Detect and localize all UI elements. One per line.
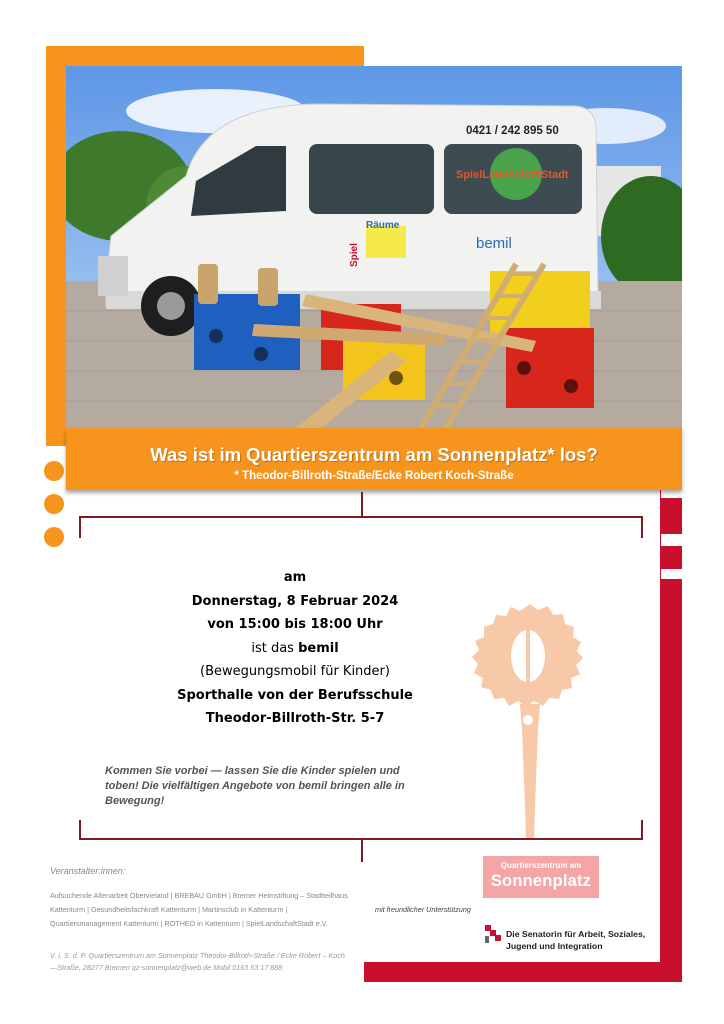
senator-icon bbox=[484, 924, 502, 944]
bracket-tick bbox=[641, 516, 643, 538]
event-address: Theodor-Billroth-Str. 5-7 bbox=[205, 711, 385, 726]
bracket-stem-top bbox=[361, 492, 363, 516]
event-location: Sporthalle von der Berufsschule bbox=[177, 687, 413, 703]
red-square bbox=[661, 512, 682, 533]
organizers-list: Aufsuchende Altenarbeit Obervieland | BREBAU GmbH | Bremer Heimstiftung – Stadtteilhaus Kattenturm | Gesundheitsfachkraft Kattenturm | Martinsclub in Kattenturm | Quartiersmanagement Kattenturm | ROTHEO in Kattenturm | SpielLandschaftStadt e.V. bbox=[50, 891, 348, 928]
headline-banner bbox=[66, 428, 682, 490]
van-illustration bbox=[66, 66, 682, 428]
senator-logo-text bbox=[506, 928, 666, 952]
imprint-text: V. i. S. d. P. Quartierszentrum am Sonnenplatz Theodor-Billroth-Straße / Ecke Robert – Koch—Straße, 28277 Bremen qz-sonnenplatz@web.de Mobil 0163 53 17 888 bbox=[50, 951, 345, 972]
event-am: am bbox=[283, 570, 307, 585]
bemil-van-photo bbox=[66, 66, 682, 428]
frame-gap bbox=[661, 490, 682, 498]
qz-logo-line1: Quartierszentrum am bbox=[500, 861, 582, 870]
promo-text: Kommen Sie vorbei — lassen Sie die Kinder spielen und toben! Die vielfältigen Angebote von bemil bringen alle in Bewegung! bbox=[105, 765, 405, 807]
spiellandschaft-logo-text: SpielLandschaftStadt bbox=[456, 169, 569, 181]
orange-dot bbox=[44, 494, 64, 514]
senator-line2: Jugend und Integration bbox=[506, 941, 603, 951]
bracket-tick bbox=[79, 516, 81, 538]
red-frame-bottom bbox=[364, 962, 682, 982]
event-time: von 15:00 bis 18:00 Uhr bbox=[207, 617, 383, 632]
event-details bbox=[150, 566, 440, 731]
senator-line1: Die Senatorin für Arbeit, Soziales, bbox=[506, 929, 646, 939]
red-square bbox=[661, 548, 682, 569]
orange-dot bbox=[44, 527, 64, 547]
spielraeume-logo-text-2: Spiel bbox=[349, 243, 360, 267]
support-note: mit freundlicher Unterstützung bbox=[375, 905, 471, 914]
orange-dot bbox=[44, 461, 64, 481]
orange-frame-left bbox=[46, 46, 66, 446]
bracket-tick bbox=[79, 820, 81, 840]
orange-frame-top bbox=[46, 46, 364, 66]
frame-gap bbox=[661, 569, 682, 579]
event-bemil-desc: (Bewegungsmobil für Kinder) bbox=[200, 664, 390, 679]
event-what-line bbox=[150, 637, 440, 661]
spielraeume-logo-text: Räume bbox=[366, 220, 400, 231]
bracket-stem-bottom bbox=[361, 838, 363, 862]
bracket-line-top bbox=[79, 516, 643, 518]
organizers-heading: Veranstalter:innen: bbox=[50, 866, 126, 876]
frame-gap bbox=[661, 534, 682, 546]
van-phone-number: 0421 / 242 895 50 bbox=[466, 125, 559, 137]
banner-title: Was ist im Quartierszentrum am Sonnenplatz* los? bbox=[150, 444, 598, 465]
event-bemil: bemil bbox=[298, 640, 339, 656]
bracket-tick bbox=[641, 820, 643, 840]
quartierszentrum-logo bbox=[483, 856, 599, 898]
event-date: Donnerstag, 8 Februar 2024 bbox=[191, 593, 399, 609]
qz-logo-line2: Sonnenplatz bbox=[490, 872, 592, 890]
event-what-prefix: ist das bbox=[251, 640, 299, 656]
sonnenplatz-key-icon bbox=[468, 600, 592, 842]
bemil-van-logo: bemil bbox=[476, 235, 512, 252]
banner-subtitle: * Theodor-Billroth-Straße/Ecke Robert Koch-Straße bbox=[234, 470, 514, 482]
